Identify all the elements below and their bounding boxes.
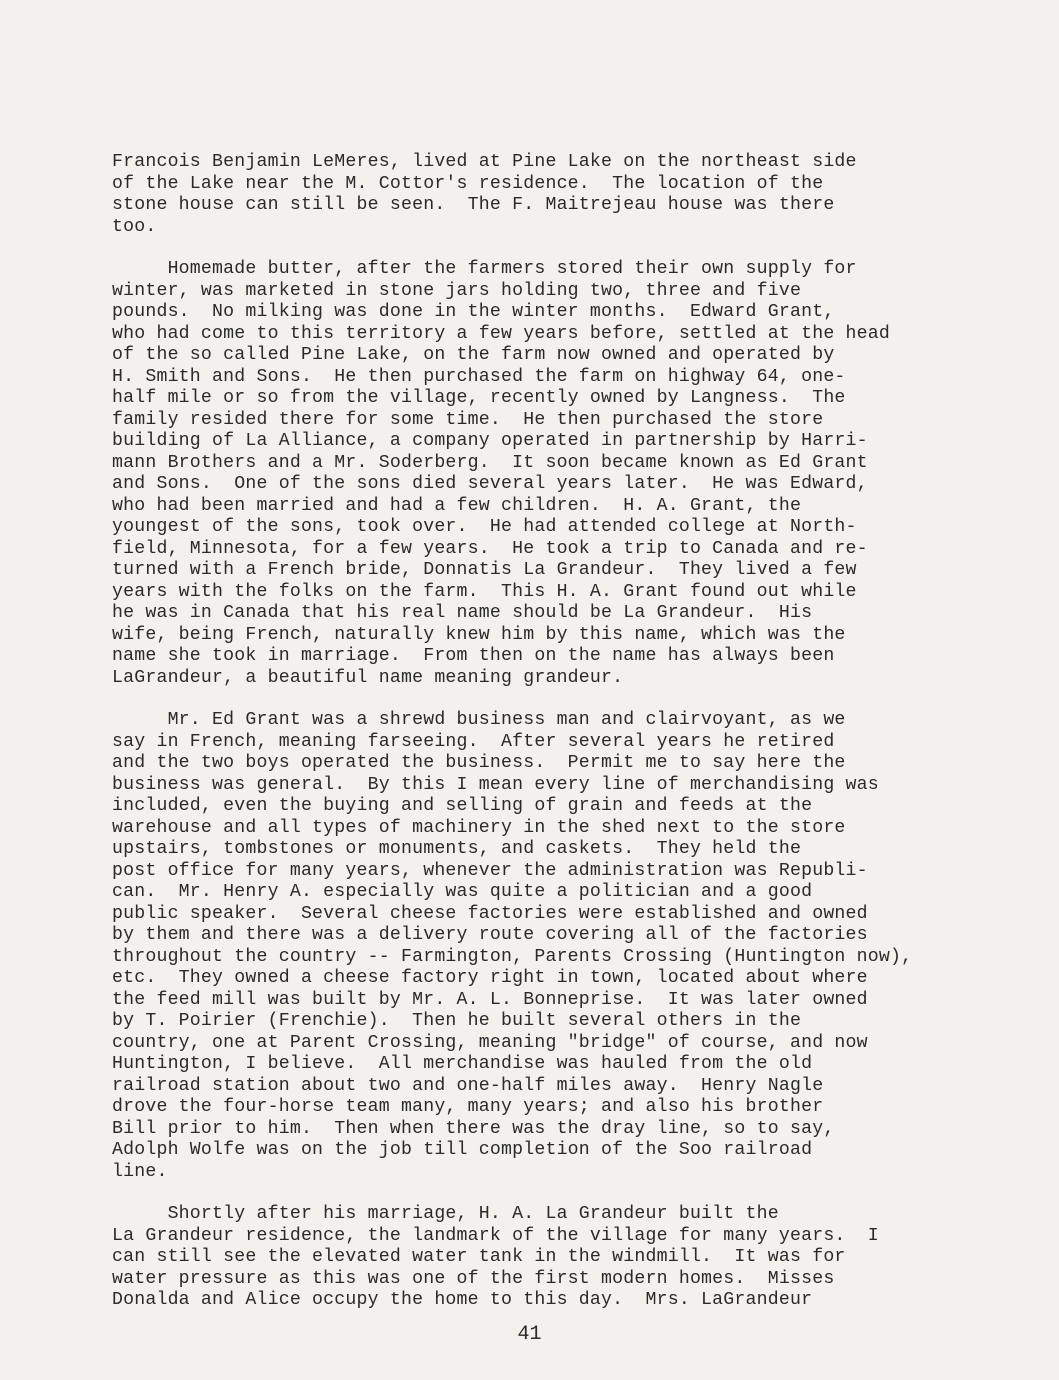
document-body <box>112 152 1042 1333</box>
text-line: family resided there for some time. He then purchased the store <box>112 409 824 430</box>
text-line: the feed mill was built by Mr. A. L. Bonneprise. It was later owned <box>112 989 868 1010</box>
text-line: LaGrandeur, a beautiful name meaning grandeur. <box>112 667 624 688</box>
paragraph-homemade-butter <box>112 259 1042 689</box>
text-line: H. Smith and Sons. He then purchased the farm on highway 64, one- <box>112 366 846 387</box>
text-line: and the two boys operated the business. Permit me to say here the <box>112 753 846 773</box>
text-line: he was in Canada that his real name should be La Grandeur. His <box>112 603 813 623</box>
text-line: Francois Benjamin LeMeres, lived at Pine Lake on the northeast side <box>112 152 857 172</box>
text-line: turned with a French bride, Donnatis La Grandeur. They lived a few <box>112 560 857 580</box>
text-line: pounds. No milking was done in the winter months. Edward Grant, <box>112 302 835 322</box>
text-line: business was general. By this I mean every line of merchandising was <box>112 774 879 795</box>
text-line: by them and there was a delivery route covering all of the factories <box>112 925 868 945</box>
text-line: post office for many years, whenever the administration was Republi- <box>112 860 868 881</box>
text-line: wife, being French, naturally knew him by this name, which was the <box>112 624 846 645</box>
text-line: stone house can still be seen. The F. Maitrejeau house was there <box>112 195 835 215</box>
text-line: of the Lake near the M. Cottor's residence. The location of the <box>112 173 824 194</box>
text-line: too. <box>112 216 157 237</box>
text-line: of the so called Pine Lake, on the farm now owned and operated by <box>112 345 835 365</box>
text-line: Donalda and Alice occupy the home to this day. Mrs. LaGrandeur <box>112 1290 813 1310</box>
text-line: warehouse and all types of machinery in the shed next to the store <box>112 817 846 838</box>
text-line: drove the four-horse team many, many years; and also his brother <box>112 1097 824 1117</box>
text-line: building of La Alliance, a company operated in partnership by Harri- <box>112 431 868 451</box>
text-line: upstairs, tombstones or monuments, and caskets. They held the <box>112 839 802 859</box>
text-line: say in French, meaning farseeing. After several years he retired <box>112 731 835 752</box>
text-line: mann Brothers and a Mr. Soderberg. It soon became known as Ed Grant <box>112 452 868 473</box>
text-line: half mile or so from the village, recently owned by Langness. The <box>112 388 846 408</box>
text-line: Bill prior to him. Then when there was the dray line, so to say, <box>112 1118 835 1139</box>
page-number: 41 <box>517 1323 542 1346</box>
text-line: Mr. Ed Grant was a shrewd business man and clairvoyant, as we <box>112 710 846 730</box>
paragraph-ed-grant <box>112 710 1042 1183</box>
text-line: can still see the elevated water tank in the windmill. It was for <box>112 1247 846 1267</box>
text-line: Shortly after his marriage, H. A. La Grandeur built the <box>112 1204 779 1224</box>
text-line: name she took in marriage. From then on the name has always been <box>112 646 835 666</box>
text-line: etc. They owned a cheese factory right in town, located about where <box>112 968 868 988</box>
text-line: La Grandeur residence, the landmark of the village for many years. I <box>112 1225 879 1246</box>
text-line: Homemade butter, after the farmers stored their own supply for <box>112 259 857 279</box>
text-line: country, one at Parent Crossing, meaning "bridge" of course, and now <box>112 1032 868 1053</box>
text-line: line. <box>112 1161 168 1182</box>
paragraph-lemeres <box>112 152 1042 238</box>
text-line: public speaker. Several cheese factories were established and owned <box>112 903 868 924</box>
text-line: who had been married and had a few children. H. A. Grant, the <box>112 495 802 516</box>
text-line: throughout the country -- Farmington, Parents Crossing (Huntington now), <box>112 946 913 967</box>
text-line: field, Minnesota, for a few years. He took a trip to Canada and re- <box>112 538 868 559</box>
text-line: Huntington, I believe. All merchandise was hauled from the old <box>112 1054 813 1074</box>
text-line: by T. Poirier (Frenchie). Then he built several others in the <box>112 1011 802 1031</box>
paragraph-la-grandeur-residence <box>112 1204 1042 1312</box>
text-line: and Sons. One of the sons died several years later. He was Edward, <box>112 474 868 494</box>
text-line: winter, was marketed in stone jars holding two, three and five <box>112 280 802 301</box>
text-line: included, even the buying and selling of grain and feeds at the <box>112 796 813 816</box>
text-line: can. Mr. Henry A. especially was quite a politician and a good <box>112 882 813 902</box>
text-line: water pressure as this was one of the first modern homes. Misses <box>112 1268 835 1289</box>
text-line: years with the folks on the farm. This H. A. Grant found out while <box>112 581 857 602</box>
text-line: youngest of the sons, took over. He had attended college at North- <box>112 517 857 537</box>
text-line: who had come to this territory a few years before, settled at the head <box>112 323 890 344</box>
text-line: Adolph Wolfe was on the job till completion of the Soo railroad <box>112 1140 813 1160</box>
text-line: railroad station about two and one-half miles away. Henry Nagle <box>112 1075 824 1096</box>
